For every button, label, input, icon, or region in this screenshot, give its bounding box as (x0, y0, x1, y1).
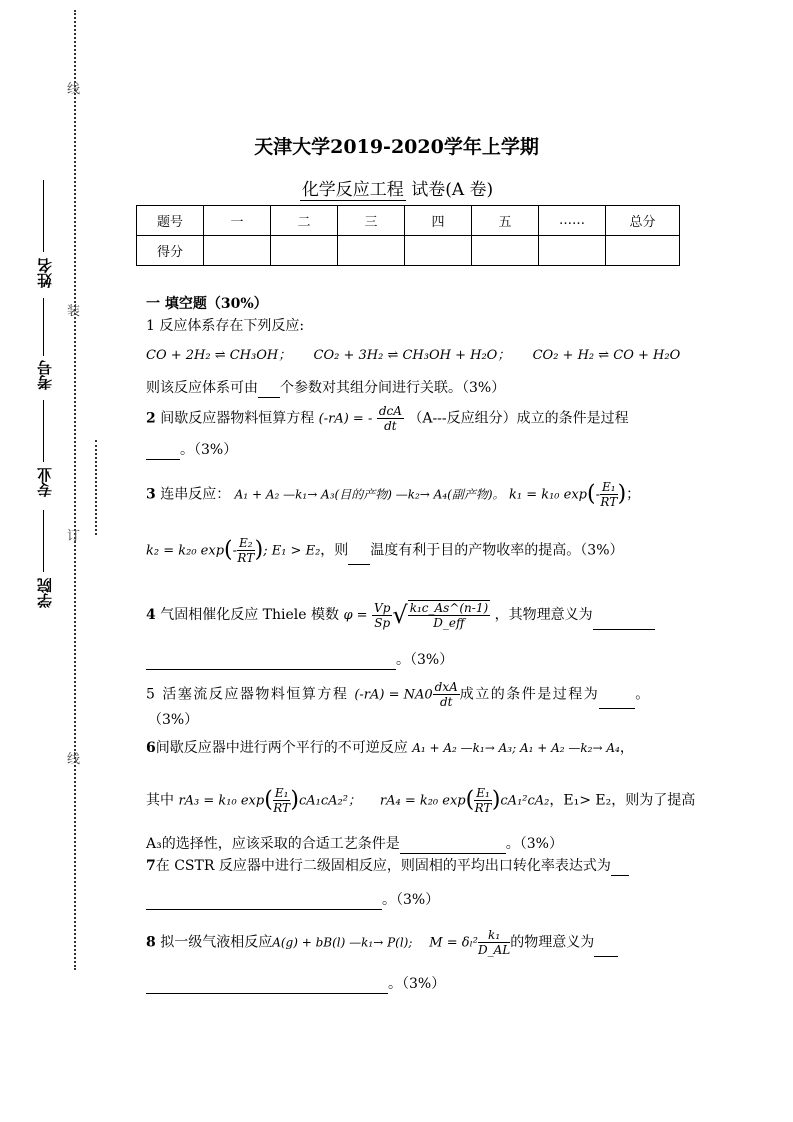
score-cell-5[interactable] (472, 236, 539, 266)
q2-fraction (377, 404, 404, 433)
cell-ellipsis: …… (539, 206, 606, 236)
q2-text: 间歇反应器物料恒算方程 (160, 410, 315, 427)
q6-end: 。（3%） (505, 836, 563, 852)
q3-text: 连串反应： (160, 486, 231, 503)
q5-end: 。 (635, 686, 651, 703)
cell-question-no: 题号 (137, 206, 204, 236)
q5-fraction (433, 680, 460, 709)
q2-lhs: (-rA) = - (318, 411, 373, 427)
q4-vp-sp-fraction (372, 601, 392, 630)
cell-q2: 二 (271, 206, 338, 236)
q2-line (146, 404, 629, 433)
margin-char-line-bottom: 线 (67, 752, 81, 767)
q3-k2-den: RT (237, 551, 255, 565)
q3-k2-fraction (237, 536, 255, 565)
cell-total: 总分 (606, 206, 680, 236)
q6-line2-text: A₃的选择性，应该采取的合适工艺条件是 (146, 836, 400, 852)
q6-r1-num: E₁ (274, 786, 289, 800)
q8-after: 的物理意义为 (510, 934, 595, 951)
score-table (136, 205, 680, 266)
q1-intro-text: 1 反应体系存在下列反应: (146, 318, 305, 334)
q3-k1: k₁ = k₁₀ exp (508, 487, 587, 503)
q8-frac-den: D_AL (477, 943, 511, 957)
q5-score: （3%） (148, 712, 199, 728)
q6-blank[interactable] (400, 837, 506, 854)
q2-line2 (146, 440, 237, 460)
q4-end: 。（3%） (396, 652, 454, 668)
q3-line2: k₂ = k₂₀ exp(- $\frac{\text{E₂}}{RT}$ ); E₁ > E₂，则 温度有利于目的产物收率的提高。（3%） (146, 536, 624, 565)
q2-cond: （A---反应组分）成立的条件是过程 (408, 410, 629, 427)
q8-fraction (478, 928, 510, 957)
q1-eq1: CO + 2H₂ ⇌ CH₃OH； (146, 348, 292, 363)
course-name: 化学反应工程 (301, 180, 404, 200)
score-cell-2[interactable] (271, 236, 338, 266)
q6-r2: rA₄ = k₂₀ exp (379, 793, 466, 809)
paper-name: 试卷(A 卷) (411, 180, 494, 200)
major-label: 专业 (36, 467, 54, 497)
name-label: 姓名 (36, 258, 54, 288)
q7-blank-2[interactable] (146, 893, 382, 910)
cell-q5: 五 (472, 206, 539, 236)
margin-char-line-top: 线 (67, 82, 81, 97)
q6-r2-tail: cA₁²cA₂ (500, 793, 550, 809)
q6-comma: ， (619, 740, 634, 756)
q3-line: 3 连串反应： A₁ + A₂ —k₁→ A₃(目的产物) —k₂→ A₄(副产物)。 k₁ = k₁₀ exp(- $\frac{\text{E₁}}{RT}$ )； (146, 480, 641, 509)
q5-blank[interactable] (599, 692, 635, 709)
q6-equation: A₁ + A₂ —k₁→ A₃; A₁ + A₂ —k₂→ A₄ (412, 741, 620, 755)
q3-number: 3 (146, 486, 156, 503)
q1-end: 个参数对其组分间进行关联。（3%） (280, 380, 506, 396)
q8-blank-1[interactable] (594, 940, 618, 957)
q2-blank[interactable] (146, 443, 180, 460)
q4-root-num: k₁c_As^(n-1) (409, 601, 489, 615)
q3-k2-num: E₂ (239, 536, 253, 550)
q1-blank[interactable] (258, 381, 280, 398)
q5-score-line (148, 710, 198, 730)
score-table-header-row (137, 206, 680, 236)
q6-r1: rA₃ = k₁₀ exp (178, 793, 265, 809)
q8-blank-2[interactable] (146, 977, 388, 994)
q5-frac-den: dt (439, 695, 453, 709)
q3-text2: ，则 (320, 542, 349, 559)
q4-vp: Vp (374, 600, 391, 615)
q8-frac-num: k₁ (478, 928, 510, 943)
q7-text: 在 CSTR 反应器中进行二级固相反应，则固相的平均出口转化率表达式为 (155, 858, 611, 874)
score-cell-3[interactable] (338, 236, 405, 266)
q1-text: 则该反应体系可由 (146, 380, 258, 396)
q3-k1-num: E₁ (602, 480, 616, 494)
q4-blank-1[interactable] (593, 613, 655, 630)
q6-r2-den: RT (474, 801, 492, 815)
section-title: 一 填空题（30%） (146, 296, 268, 312)
q4-blank-2[interactable] (146, 653, 396, 670)
q2-frac-num: dcA (378, 404, 402, 418)
q4-phi: φ = (343, 608, 368, 623)
q6-compare: ，E₁> E₂，则为了提高 (549, 792, 696, 809)
q8-line (146, 928, 618, 957)
q7-line2 (146, 890, 439, 910)
q6-where: 其中 (146, 792, 174, 809)
q6-r2-num: E₁ (476, 786, 490, 800)
q1-equations (146, 346, 680, 366)
cell-q1: 一 (204, 206, 271, 236)
q4-text: 气固相催化反应 Thiele 模数 (160, 607, 339, 623)
college-label: 学院 (36, 578, 54, 608)
q4-root-fraction (408, 600, 490, 630)
q4-line2 (146, 650, 453, 670)
q6-number: 6 (146, 740, 156, 756)
q3-blank[interactable] (348, 548, 370, 565)
margin-char-bind: 装 (67, 304, 81, 319)
q4-after: ，其物理意义为 (494, 607, 593, 623)
q6-text: 间歇反应器中进行两个平行的不可逆反应 (155, 740, 408, 756)
q4-sp: Sp (374, 615, 391, 630)
q3-k1-den: RT (600, 495, 618, 509)
q6-line3 (146, 834, 563, 854)
q5-cond: 成立的条件是过程为 (459, 686, 600, 703)
major-blank[interactable] (43, 400, 44, 462)
margin-char-order: 订 (67, 529, 81, 544)
q6-r1-tail: cA₁cA₂²； (298, 793, 361, 809)
exam-no-blank[interactable] (43, 298, 44, 356)
cell-q4: 四 (405, 206, 472, 236)
q8-m: M = δₗ² (429, 935, 478, 951)
q3-equation: A₁ + A₂ —k₁→ A₃(目的产物) —k₂→ A₄(副产物)。 (234, 487, 505, 502)
cell-score-label: 得分 (137, 236, 204, 266)
q7-end: 。（3%） (382, 892, 440, 908)
q6-r2-fraction (474, 786, 492, 815)
q2-number: 2 (146, 410, 156, 427)
q3-end: 温度有利于目的产物收率的提高。（3%） (370, 542, 624, 559)
score-table-score-row (137, 236, 680, 266)
q6-r1-den: RT (273, 801, 291, 815)
q5-text: 5 活塞流反应器物料恒算方程 (146, 686, 349, 703)
q5-lhs: (-rA) = NA0 (354, 687, 433, 703)
q6-r1-fraction (273, 786, 291, 815)
q3-semicolon: ； (626, 486, 641, 503)
q5-line (146, 680, 651, 709)
exam-subtitle (0, 175, 793, 200)
cell-q3: 三 (338, 206, 405, 236)
score-cell-1[interactable] (204, 236, 271, 266)
q4-line: 4 气固相催化反应 Thiele 模数 φ = $\frac{Vp}{Sp}$ √ $\frac{\text{k₁c\_As\textasciicircum{}(n-1)}}{\text{D\_eff}}$ ，其物理意义为 (146, 600, 655, 630)
q4-root-den: D_eff (433, 616, 465, 630)
q3-k2: k₂ = k₂₀ exp (146, 543, 225, 559)
q1-line (146, 378, 505, 398)
q2-frac-den: dt (384, 419, 397, 433)
q7-number: 7 (146, 858, 156, 874)
q3-cond: ; E₁ > E₂ (263, 543, 321, 559)
college-blank[interactable] (43, 510, 44, 572)
q8-equation: A(g) + bB(l) —k₁→ P(l); (272, 935, 413, 950)
q1-intro (146, 316, 304, 336)
q8-line2 (146, 974, 445, 994)
q8-number: 8 (146, 934, 156, 951)
score-cell-6[interactable] (539, 236, 606, 266)
q7-blank-1[interactable] (611, 859, 629, 876)
q1-eq3: CO₂ + H₂ ⇌ CO + H₂O (532, 348, 681, 363)
q3-k1-fraction (600, 480, 618, 509)
q8-end: 。（3%） (388, 976, 446, 992)
score-cell-total[interactable] (606, 236, 680, 266)
q1-eq2: CO₂ + 3H₂ ⇌ CH₃OH + H₂O； (313, 348, 511, 363)
q2-end: 。（3%） (180, 442, 238, 458)
binding-dotted-line-short (95, 440, 97, 535)
q6-line (146, 738, 634, 758)
q4-number: 4 (146, 607, 156, 623)
q6-line2: 其中 rA₃ = k₁₀ exp( $\frac{\text{E₁}}{RT}$ )cA₁cA₂²； rA₄ = k₂₀ exp( $\frac{\text{E₁}}{RT}$ )cA₁²cA₂，E₁> E₂，则为了提高 (146, 786, 696, 815)
exam-no-label: 考号 (36, 360, 54, 390)
score-cell-4[interactable] (405, 236, 472, 266)
q8-text: 拟一级气液相反应 (160, 934, 273, 951)
exam-title: 天津大学2019-2020学年上学期 (254, 136, 539, 158)
q7-line (146, 856, 629, 876)
q5-frac-num: dxA (434, 680, 458, 694)
